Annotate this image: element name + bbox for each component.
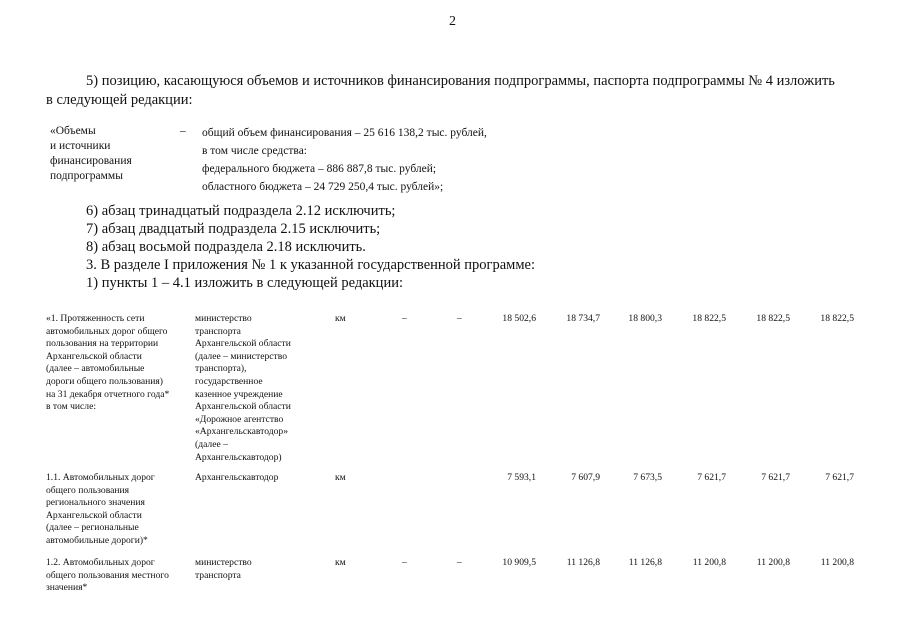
table-row-2-value: 7 621,7 — [825, 472, 854, 483]
row-name-line: общего пользования местного — [46, 569, 169, 581]
item-1-instruction: 1) пункты 1 – 4.1 изложить в следующей редакции: — [86, 275, 403, 291]
row-name-line: общего пользования — [46, 484, 130, 496]
table-row-1-col1: – — [402, 313, 407, 324]
table-row-3-col1: – — [402, 557, 407, 568]
row-name-line: Архангельской области — [46, 350, 142, 362]
row-responsible-line: Архангельской области — [195, 401, 291, 413]
row-responsible-line: «Дорожное агентство — [195, 413, 284, 425]
passport-dash: – — [180, 125, 186, 137]
table-row-1-unit: км — [335, 313, 346, 324]
table-row-2-value: 7 673,5 — [633, 472, 662, 483]
row-name-line: 1.1. Автомобильных дорог — [46, 472, 155, 483]
table-row-3-name — [46, 557, 169, 595]
row-responsible-line: министерство — [195, 313, 252, 324]
row-name-line: автомобильных дорог общего — [46, 325, 168, 337]
row-name-line: (далее – региональные — [46, 522, 139, 534]
row-responsible-line: транспорта — [195, 325, 241, 337]
row-responsible-line: государственное — [195, 375, 263, 387]
passport-value-line: федерального бюджета – 886 887,8 тыс. рублей; — [202, 163, 437, 175]
list-item-7: 7) абзац двадцатый подраздела 2.15 исключить; — [86, 221, 381, 237]
table-row-1-value: 18 800,3 — [628, 313, 662, 324]
table-row-1-col2: – — [457, 313, 462, 324]
table-row-3-value: 11 126,8 — [628, 557, 662, 568]
table-row-3-value: 11 200,8 — [756, 557, 790, 568]
item-5-line-2: в следующей редакции: — [46, 92, 193, 108]
passport-label-line: подпрограммы — [50, 170, 123, 182]
row-responsible-line: Архангельскавтодор — [195, 472, 279, 483]
section-3-heading: 3. В разделе I приложения № 1 к указанной государственной программе: — [86, 257, 535, 273]
passport-label-line: финансирования — [50, 155, 132, 167]
table-row-2-name — [46, 472, 155, 548]
table-row-2-value: 7 621,7 — [761, 472, 790, 483]
row-responsible-line: «Архангельскавтодор» — [195, 426, 288, 438]
table-row-3-value: 11 126,8 — [566, 557, 600, 568]
list-item-6: 6) абзац тринадцатый подраздела 2.12 исключить; — [86, 203, 396, 219]
row-responsible-line: (далее – министерство — [195, 350, 288, 362]
row-responsible-line: транспорта), — [195, 363, 247, 375]
row-name-line: Архангельской области — [46, 509, 142, 521]
table-row-1-value: 18 502,6 — [502, 313, 536, 324]
table-row-1-responsible — [195, 313, 291, 464]
item-5-line-1: 5) позицию, касающуюся объемов и источников финансирования подпрограммы, паспорта подпрограммы № 4 изложить — [86, 73, 835, 89]
row-responsible-line: транспорта — [195, 569, 241, 581]
table-row-1-value: 18 822,5 — [820, 313, 854, 324]
table-row-3-value: 11 200,8 — [692, 557, 726, 568]
table-row-3-value: 11 200,8 — [820, 557, 854, 568]
row-name-line: регионального значения — [46, 497, 145, 509]
page-number: 2 — [449, 14, 456, 29]
row-name-line: на 31 декабря отчетного года* — [46, 388, 170, 400]
table-row-2-unit: км — [335, 472, 346, 483]
passport-label-line: «Объемы — [50, 125, 96, 137]
table-row-1-value: 18 734,7 — [566, 313, 600, 324]
table-row-2-value: 7 593,1 — [507, 472, 536, 483]
row-name-line: 1.2. Автомобильных дорог — [46, 557, 155, 568]
row-name-line: пользования на территории — [46, 338, 159, 350]
row-responsible-line: министерство — [195, 557, 252, 568]
row-responsible-line: Архангельскавтодор) — [195, 451, 282, 463]
row-name-line: значения* — [46, 582, 88, 594]
table-row-1-name — [46, 313, 169, 414]
table-row-1-value: 18 822,5 — [756, 313, 790, 324]
row-name-line: «1. Протяженность сети — [46, 313, 145, 324]
passport-value-line: областного бюджета – 24 729 250,4 тыс. рублей»; — [202, 181, 444, 193]
passport-value-line: в том числе средства: — [202, 145, 307, 157]
table-row-2-value: 7 621,7 — [697, 472, 726, 483]
table-row-2-value: 7 607,9 — [571, 472, 600, 483]
passport-label-line: и источники — [50, 140, 111, 152]
item-5-paragraph — [46, 72, 861, 110]
row-name-line: (далее – автомобильные — [46, 363, 145, 375]
table-row-2-responsible — [195, 472, 278, 485]
passport-value-line: общий объем финансирования – 25 616 138,2 тыс. рублей, — [202, 127, 487, 139]
table-row-3-col2: – — [457, 557, 462, 568]
passport-label — [50, 124, 132, 184]
table-row-3-value: 10 909,5 — [502, 557, 536, 568]
row-responsible-line: (далее – — [195, 438, 228, 450]
row-name-line: дороги общего пользования) — [46, 375, 163, 387]
row-name-line: автомобильные дороги)* — [46, 534, 148, 546]
table-row-3-unit: км — [335, 557, 346, 568]
list-item-8: 8) абзац восьмой подраздела 2.18 исключить. — [86, 239, 366, 255]
table-row-3-responsible — [195, 557, 252, 582]
table-row-1-value: 18 822,5 — [692, 313, 726, 324]
row-responsible-line: казенное учреждение — [195, 388, 283, 400]
passport-value — [202, 124, 487, 196]
row-name-line: в том числе: — [46, 401, 97, 413]
row-responsible-line: Архангельской области — [195, 338, 291, 350]
